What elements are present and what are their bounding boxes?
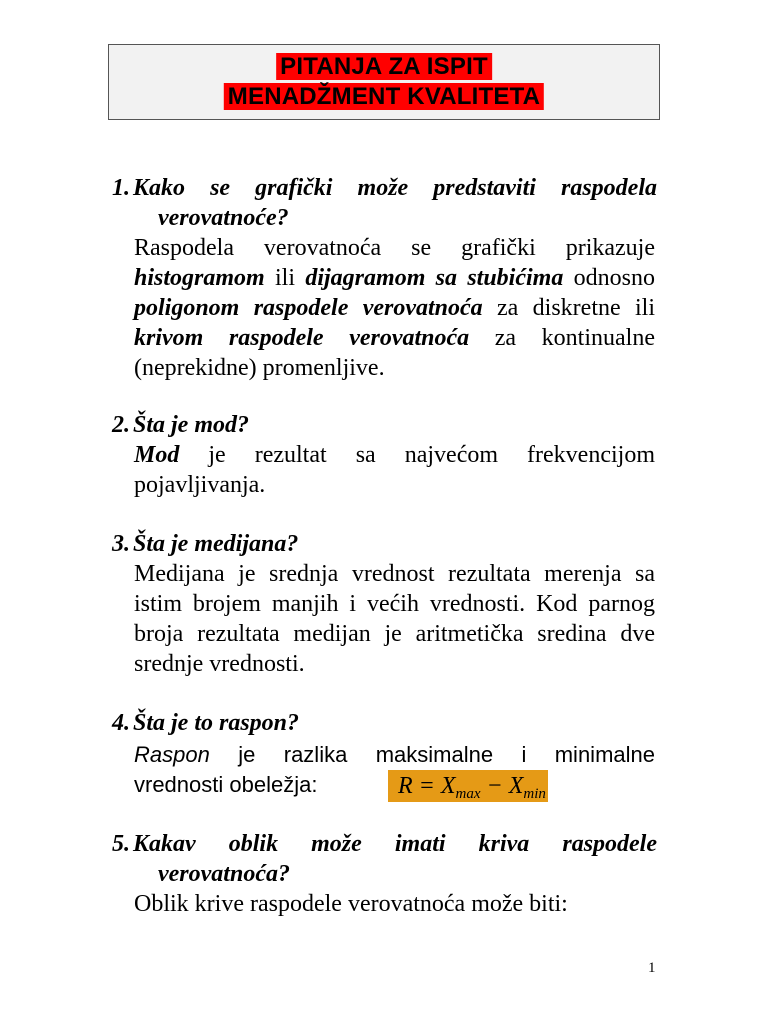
- answer-3-line4: srednje vrednosti.: [134, 651, 305, 677]
- question-4-text: Šta je to raspon?: [133, 710, 300, 736]
- question-2-number: 2.: [112, 412, 130, 438]
- answer-3-line3: broja rezultata medijan je aritmetička sredina dve: [134, 621, 655, 647]
- answer-5-line1: Oblik krive raspodele verovatnoća može biti:: [134, 891, 568, 917]
- question-5-title: [112, 829, 657, 859]
- answer-4-text: je razlika maksimalne i minimalne: [209, 742, 655, 767]
- answer-1-term-histogram: histogramom: [134, 265, 265, 291]
- title-box: [108, 44, 660, 120]
- answer-1: [134, 233, 655, 383]
- question-2-text: Šta je mod?: [133, 412, 250, 438]
- answer-3-line2: istim brojem manjih i većih vrednosti. Kod parnog: [134, 591, 655, 617]
- question-2-title: [112, 410, 657, 440]
- answer-2-text: je rezultat sa najvećom frekvencijom: [179, 442, 655, 468]
- answer-1-term-polygon: poligonom raspodele verovatnoća: [134, 295, 483, 321]
- page-number: 1: [648, 960, 656, 976]
- formula-sub-max: max: [455, 786, 481, 802]
- answer-1-line1: Raspodela verovatnoća se grafički prikazuje: [134, 235, 655, 261]
- title-line-2: MENADŽMENT KVALITETA: [224, 83, 544, 110]
- question-3-number: 3.: [112, 531, 130, 557]
- question-5-title-line1: Kakav oblik može imati kriva raspodele: [133, 831, 657, 857]
- formula-lhs: R = X: [398, 773, 456, 799]
- answer-3-line1: Medijana je srednja vrednost rezultata merenja sa: [134, 561, 655, 587]
- answer-1-text: ili: [264, 265, 306, 291]
- answer-2: [134, 440, 655, 500]
- answer-1-line5: (neprekidne) promenljive.: [134, 355, 385, 381]
- answer-4-term-raspon: Raspon: [134, 742, 210, 767]
- title-line-1: PITANJA ZA ISPIT: [276, 53, 492, 80]
- question-3-title: [112, 529, 657, 559]
- answer-1-term-curve: krivom raspodele verovatnoća: [134, 325, 470, 351]
- answer-1-text: odnosno: [563, 265, 655, 291]
- question-5-number: 5.: [112, 831, 130, 857]
- question-4-number: 4.: [112, 710, 130, 736]
- answer-2-line2: pojavljivanja.: [134, 472, 266, 498]
- question-1-title-line1: Kako se grafički može predstaviti raspodela: [133, 175, 657, 201]
- answer-5: [134, 889, 655, 919]
- question-1-number: 1.: [112, 175, 130, 201]
- answer-2-term-mod: Mod: [134, 442, 180, 468]
- answer-1-text: za kontinualne: [469, 325, 655, 351]
- answer-3: [134, 559, 655, 679]
- formula-sub-min: min: [523, 786, 546, 802]
- question-1-title: [112, 173, 657, 203]
- question-3-text: Šta je medijana?: [133, 531, 299, 557]
- range-formula: [388, 770, 548, 802]
- question-1-title-line2: verovatnoće?: [158, 205, 289, 231]
- question-5-title-line2: verovatnoća?: [158, 861, 290, 887]
- formula-minus: − X: [480, 773, 524, 799]
- answer-1-term-bars: dijagramom sa stubićima: [305, 265, 564, 291]
- answer-4-line2: vrednosti obeležja:: [134, 772, 318, 797]
- answer-1-text: za diskretne ili: [482, 295, 656, 321]
- question-4-title: [112, 708, 657, 738]
